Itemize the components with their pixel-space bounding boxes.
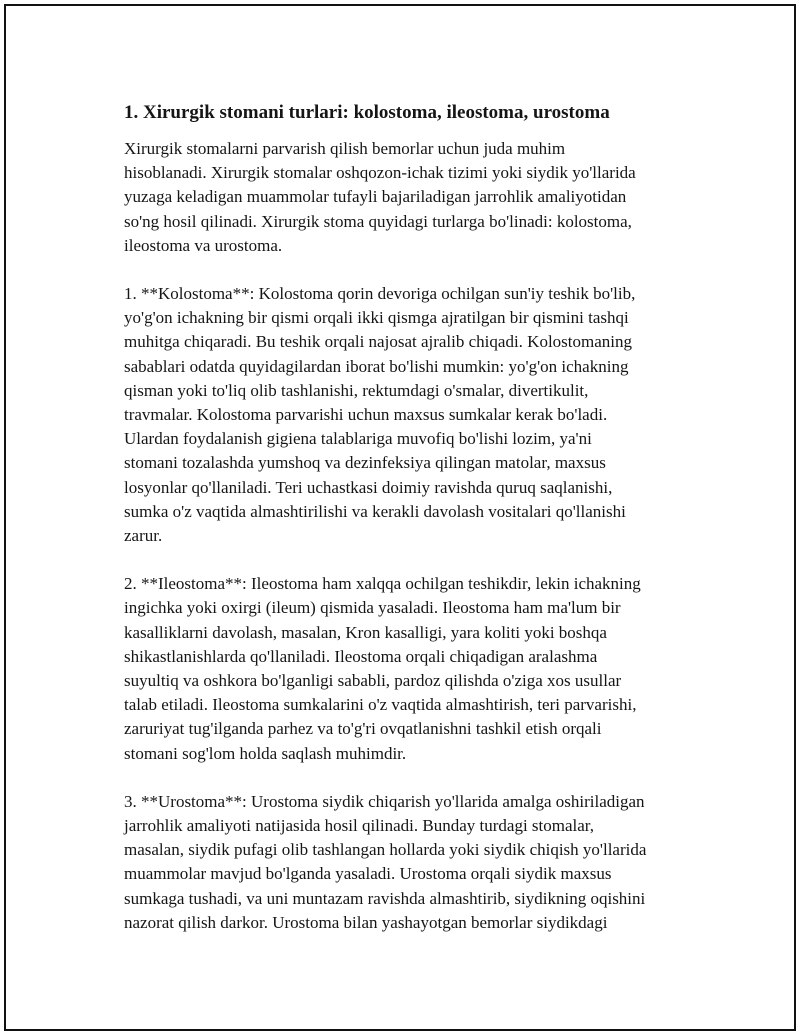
text-line: stomani tozalashda yumshoq va dezinfeksiya qilingan matolar, maxsus: [124, 453, 606, 473]
text-line: nazorat qilish darkor. Urostoma bilan yashayotgan bemorlar siydikdagi: [124, 912, 608, 932]
text-line: stomani sog'lom holda saqlash muhimdir.: [124, 743, 407, 763]
text-line: sumka o'z vaqtida almashtirilishi va kerakli davolash vositalari qo'llanishi: [124, 501, 626, 521]
text-line: ileostoma va urostoma.: [124, 235, 283, 255]
text-line: jarrohlik amaliyoti natijasida hosil qilinadi. Bunday turdagi stomalar,: [124, 816, 595, 836]
text-line: kasalliklarni davolash, masalan, Kron kasalligi, yara koliti yoki boshqa: [124, 622, 607, 642]
text-line: suyultiq va oshkora bo'lganligi sababli, pardoz qilishda o'ziga xos usullar: [124, 671, 622, 691]
paragraph-2: [124, 282, 700, 548]
text-line: talab etiladi. Ileostoma sumkalarini o'z vaqtida almashtirish, teri parvarishi,: [124, 695, 637, 715]
text-line: hisoblanadi. Xirurgik stomalar oshqozon-ichak tizimi yoki siydik yo'llarida: [124, 163, 636, 183]
text-line: ingichka yoki oxirgi (ileum) qismida yasaladi. Ileostoma ham ma'lum bir: [124, 598, 621, 618]
text-line: Ulardan foydalanish gigiena talablariga muvofiq bo'lishi lozim, ya'ni: [124, 429, 592, 449]
text-line: travmalar. Kolostoma parvarishi uchun maxsus sumkalar kerak bo'ladi.: [124, 405, 608, 425]
paragraph-list: [120, 137, 700, 935]
text-line: sabablari odatda quyidagilardan iborat bo'lishi mumkin: yo'g'on ichakning: [124, 356, 629, 376]
text-line: yuzaga keladigan muammolar tufayli bajariladigan jarrohlik amaliyotidan: [124, 187, 627, 207]
page-frame: [4, 4, 796, 1031]
text-line: 3. **Urostoma**: Urostoma siydik chiqarish yo'llarida amalga oshiriladigan: [124, 791, 645, 811]
text-line: losyonlar qo'llaniladi. Teri uchastkasi doimiy ravishda quruq saqlanishi,: [124, 477, 613, 497]
paragraph-3: [124, 572, 700, 766]
text-line: masalan, siydik pufagi olib tashlangan hollarda yoki siydik chiqish yo'llarida: [124, 840, 647, 860]
text-line: so'ng hosil qilinadi. Xirurgik stoma quyidagi turlarga bo'linadi: kolostoma,: [124, 211, 632, 231]
text-line: shikastlanishlarda qo'llaniladi. Ileostoma orqali chiqadigan aralashma: [124, 646, 598, 666]
text-line: zarur.: [124, 526, 163, 546]
text-line: 2. **Ileostoma**: Ileostoma ham xalqqa ochilgan teshikdir, lekin ichakning: [124, 574, 641, 594]
text-line: yo'g'on ichakning bir qismi orqali ikki qismga ajratilgan bir qismini tashqi: [124, 308, 629, 328]
text-line: sumkaga tushadi, va uni muntazam ravishda almashtirib, siydikning oqishini: [124, 888, 646, 908]
text-line: Xirurgik stomalarni parvarish qilish bemorlar uchun juda muhim: [124, 139, 566, 158]
text-line: qisman yoki to'liq olib tashlanishi, rektumdagi o'smalar, divertikulit,: [124, 380, 589, 400]
document-body: [120, 101, 700, 959]
text-line: 1. **Kolostoma**: Kolostoma qorin devoriga ochilgan sun'iy teshik bo'lib,: [124, 284, 636, 304]
page-title: 1. Xirurgik stomani turlari: kolostoma, ileostoma, urostoma: [124, 102, 610, 123]
text-line: muhitga chiqaradi. Bu teshik orqali najosat ajralib chiqadi. Kolostomaning: [124, 332, 632, 352]
text-line: muammolar mavjud bo'lganda yasaladi. Urostoma orqali siydik maxsus: [124, 864, 612, 884]
paragraph-1: [124, 137, 700, 258]
paragraph-4: [124, 790, 700, 935]
text-line: zaruriyat tug'ilganda parhez va to'g'ri ovqatlanishni tashkil etish orqali: [124, 719, 602, 739]
